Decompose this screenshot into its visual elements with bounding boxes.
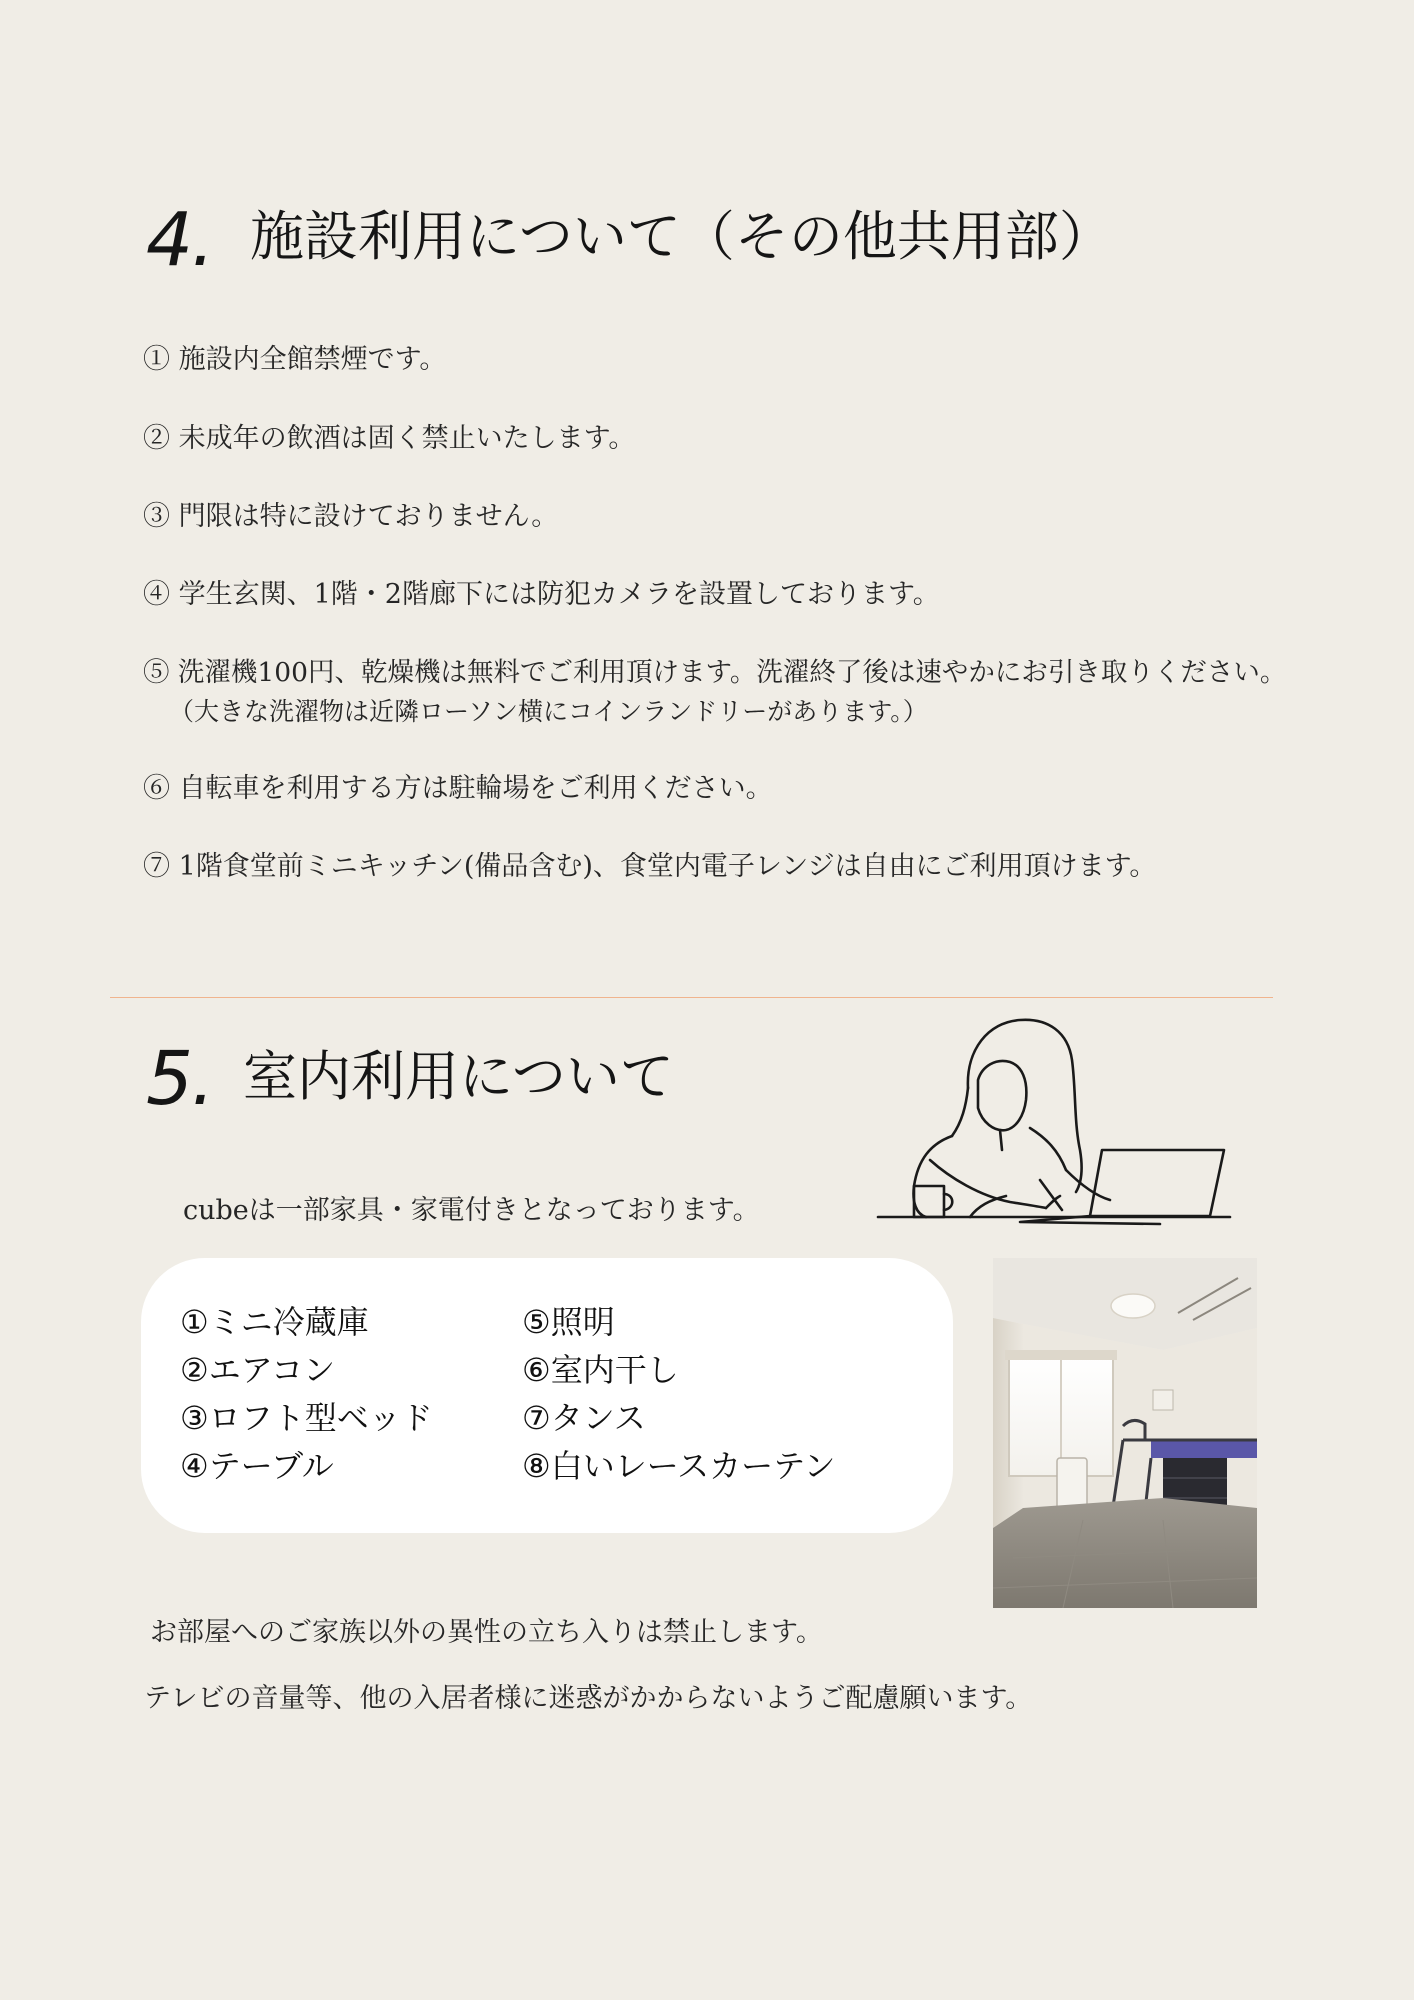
section4-number: 4.	[146, 197, 213, 283]
feature-item: ③ロフト型ベッド	[180, 1399, 433, 1437]
rule-5-wrap	[143, 657, 1286, 727]
section4-title: 施設利用について（その他共用部）	[250, 205, 1113, 268]
room-photo	[993, 1258, 1257, 1608]
woman-at-laptop-illustration	[870, 1010, 1240, 1238]
section5-note-2: テレビの音量等、他の入居者様に迷惑がかからないようご配慮願います。	[144, 1683, 1033, 1714]
rule-1: ① 施設内全館禁煙です。	[143, 344, 447, 375]
furniture-list-right	[522, 1298, 836, 1490]
section4-rules	[143, 344, 446, 376]
section5-intro: cubeは一部家具・家電付きとなっております。	[183, 1195, 760, 1226]
rule-3: ③ 門限は特に設けておりません。	[143, 501, 559, 532]
feature-item: ④テーブル	[180, 1447, 334, 1485]
rule-4: ④ 学生玄関、1階・2階廊下には防犯カメラを設置しております。	[143, 579, 940, 610]
feature-item: ⑥室内干し	[522, 1351, 679, 1389]
feature-item: ⑤照明	[522, 1303, 615, 1341]
rule-7-wrap	[143, 851, 1156, 883]
section5-note-1: お部屋へのご家族以外の異性の立ち入りは禁止します。	[150, 1617, 823, 1648]
feature-item: ⑧白いレースカーテン	[522, 1447, 836, 1485]
feature-item: ⑦タンス	[522, 1399, 646, 1437]
rule-6-wrap	[143, 773, 773, 805]
rule-7: ⑦ 1階食堂前ミニキッチン(備品含む)、食堂内電子レンジは自由にご利用頂けます。	[143, 851, 1157, 882]
rule-6: ⑥ 自転車を利用する方は駐輪場をご利用ください。	[143, 773, 773, 804]
section5-number: 5.	[146, 1036, 213, 1122]
section-divider	[110, 997, 1273, 998]
rule-3-wrap	[143, 501, 558, 533]
rule-2-wrap	[143, 423, 635, 455]
rule-5: ⑤ 洗濯機100円、乾燥機は無料でご利用頂けます。洗濯終了後は速やかにお引き取りください。	[143, 657, 1287, 688]
feature-item: ②エアコン	[180, 1351, 336, 1389]
rule-5-note: （大きな洗濯物は近隣ローソン横にコインランドリーがあります。）	[169, 696, 928, 726]
section5-title: 室内利用について	[243, 1045, 674, 1108]
furniture-list-left	[180, 1298, 433, 1490]
feature-item: ①ミニ冷蔵庫	[180, 1303, 369, 1341]
rule-4-wrap	[143, 579, 940, 611]
rule-2: ② 未成年の飲酒は固く禁止いたします。	[143, 423, 636, 454]
